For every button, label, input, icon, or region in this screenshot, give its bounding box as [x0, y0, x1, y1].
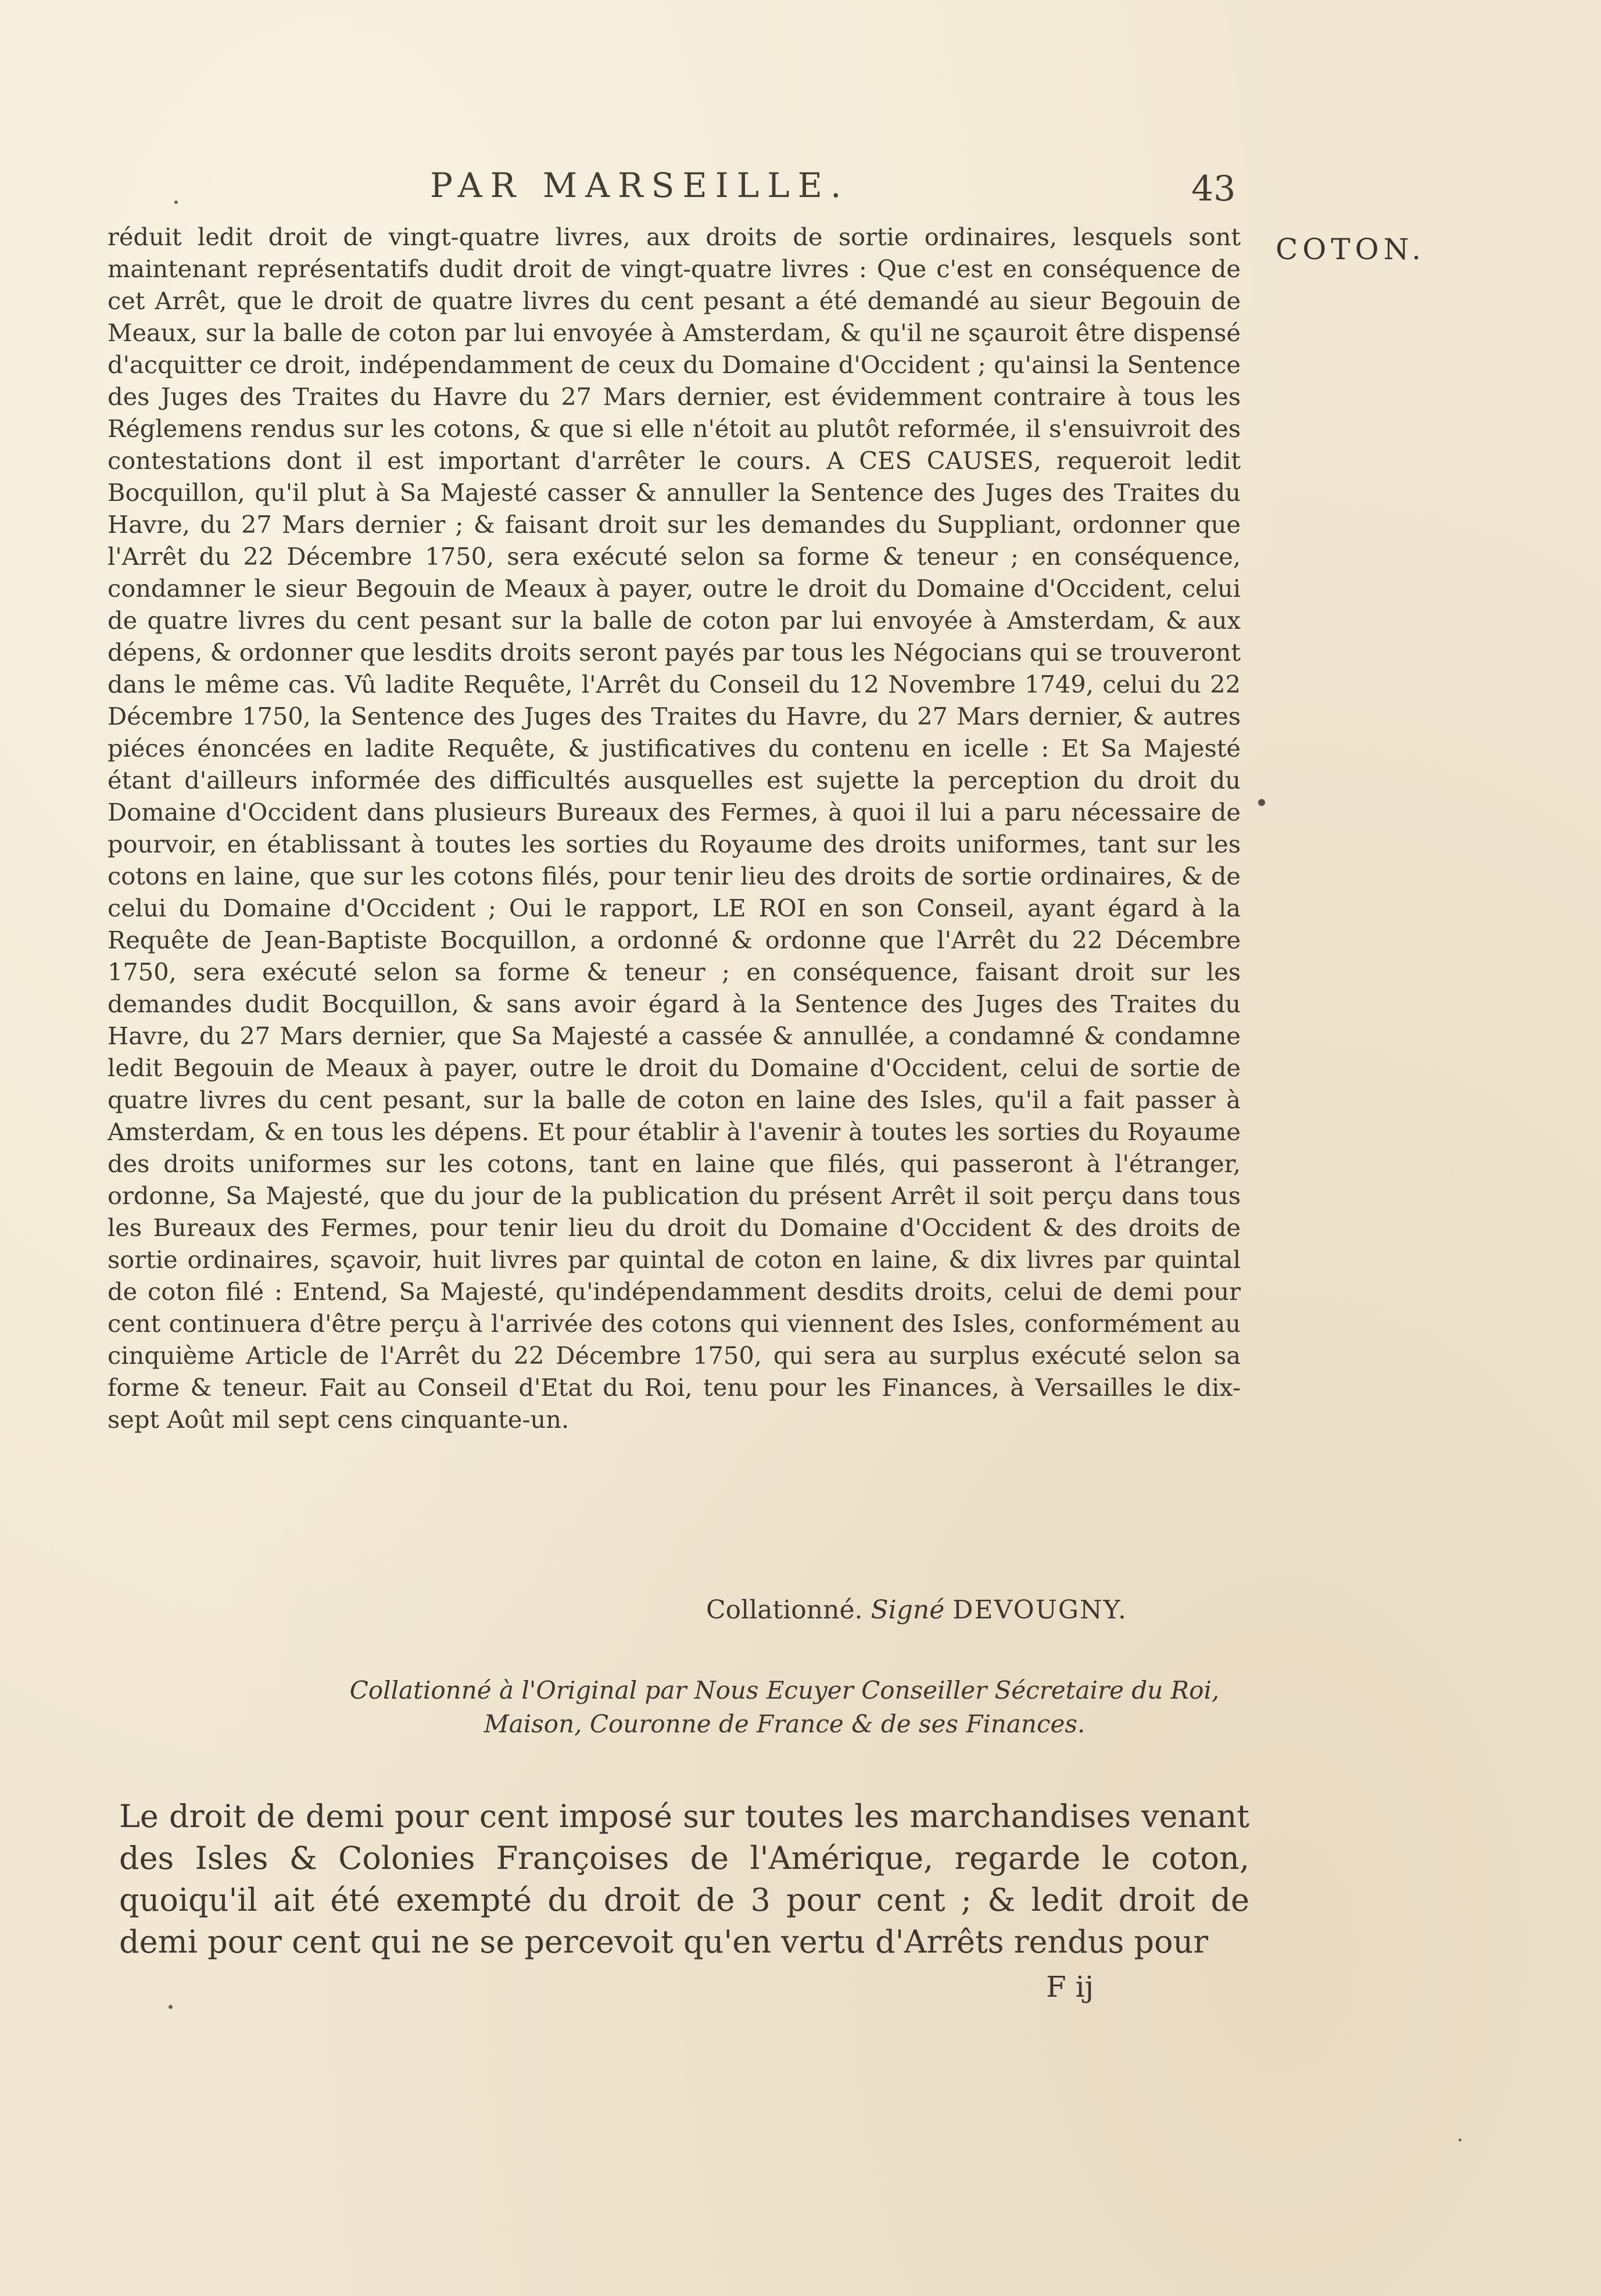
margin-note: COTON.: [1276, 232, 1426, 266]
body-segment: réduit ledit droit de vingt-quatre livres, aux droits de sortie ordinaires, lesquels sont maintenant représentatifs dudit droit de vingt-quatre livres : Que c'est en conséquence de cet Arrêt, que le droit de quatre livres du cent pesant a été demandé au sieur Begouin de Meaux, sur la balle de coton par lui envoyée à Amsterdam, & qu'il ne sçauroit être dispensé d'acquitter ce droit, indépendamment de ceux du Domaine d'Occident ; qu'ainsi la Sentence des Juges des Traites du Havre du 27 Mars dernier, est évidemment contraire à tous les Réglemens rendus sur les cotons, & que si elle n'étoit au plutôt reformée, il s'ensuivroit des contestations dont il est important d'arrêter le cours.: [108, 223, 1241, 475]
paper-speck: [169, 2005, 173, 2009]
paper-speck: [1459, 2139, 1462, 2141]
signature-mark: F ij: [1046, 1970, 1094, 2004]
paper-speck: [174, 200, 178, 204]
a-ces-causes: A CES CAUSES: [826, 446, 1034, 475]
commentary-paragraph: Le droit de demi pour cent imposé sur toutes les marchandises venant des Isles & Colonies Françoises de l'Amérique, regarde le coton, quoiqu'il ait été exempté du droit de 3 pour cent ; & ledit droit de demi pour cent qui ne se percevoit qu'en vertu d'Arrêts rendus pour: [119, 1798, 1249, 1960]
signe-label: Signé: [871, 1595, 945, 1625]
margin-dot: [1258, 799, 1265, 806]
body-segment: en son Conseil, ayant égard à la Requête de Jean-Baptiste Bocquillon, a ordonné & ordonne que l'Arrêt du 22 Décembre 1750, sera exécuté selon sa forme & teneur ; en conséquence, faisant droit sur les demandes dudit Bocquillon, & sans avoir égard à la Sentence des Juges des Traites du Havre, du 27 Mars dernier, que Sa Majesté a cassée & annullée, a condamné & condamne ledit Begouin de Meaux à payer, outre le droit du Domaine d'Occident, celui de sortie de quatre livres du cent pesant, sur la balle de coton en laine des Isles, qu'il a fait passer à Amsterdam, & en tous les dépens. Et pour établir à l'avenir à toutes les sorties du Royaume des droits uniformes sur les cotons, tant en laine que filés, qui passeront à l'étranger, ordonne, Sa Majesté, que du jour de la publication du présent Arrêt il soit perçu dans tous les Bureaux des Fermes, pour tenir lieu du droit du Domaine d'Occident & des droits de sortie ordinaires, sçavoir, huit livres par quintal de coton en laine, & dix livres par quintal de coton filé : Entend, Sa Majesté, qu'indépendamment desdits droits, celui de demi pour cent continuera d'être perçu à l'arrivée des cotons qui viennent des Isles, conformément au cinquième Article de l'Arrêt du 22 Décembre 1750, qui sera au surplus exécuté selon sa forme & teneur. Fait au Conseil d'Etat du Roi, tenu pour les Finances, à Versailles le dix-sept Août mil sept cens cinquante-un.: [108, 894, 1241, 1434]
page-number: 43: [1191, 169, 1236, 209]
collationne-label: Collationné.: [706, 1595, 863, 1625]
signature-line: [706, 1595, 1127, 1625]
signatory-name: DEVOUGNY.: [952, 1595, 1127, 1625]
body-segment: , requeroit ledit Bocquillon, qu'il plut à Sa Majesté casser & annuller la Sentence des Juges des Traites du Havre, du 27 Mars dernier ; & faisant droit sur les demandes du Suppliant, ordonner que l'Arrêt du 22 Décembre 1750, sera exécuté selon sa forme & teneur ; en conséquence, condamner le sieur Begouin de Meaux à payer, outre le droit du Domaine d'Occident, celui de quatre livres du cent pesant sur la balle de coton par lui envoyée à Amsterdam, & aux dépens, & ordonner que lesdits droits seront payés par tous les Négocians qui se trouveront dans le même cas. Vû ladite Requête, l'Arrêt du Conseil du 12 Novembre 1749, celui du 22 Décembre 1750, la Sentence des Juges des Traites du Havre, du 27 Mars dernier, & autres piéces énoncées en ladite Requête, & justificatives du contenu en icelle : Et Sa Majesté étant d'ailleurs informée des difficultés ausquelles est sujette la perception du droit du Domaine d'Occident dans plusieurs Bureaux des Fermes, à quoi il lui a paru nécessaire de pourvoir, en établissant à toutes les sorties du Royaume des droits uniformes, tant sur les cotons en laine, que sur les cotons filés, pour tenir lieu des droits de sortie ordinaires, & de celui du Domaine d'Occident ; Oui le rapport,: [108, 446, 1241, 922]
running-title: PAR MARSEILLE.: [430, 166, 850, 205]
le-roi: LE ROI: [712, 894, 807, 922]
collation-note: Collationné à l'Original par Nous Ecuyer Conseiller Sécretaire du Roi, Maison, Couronne de France & de ses Finances.: [349, 1676, 1220, 1738]
decree-body-text: [108, 221, 1241, 1435]
